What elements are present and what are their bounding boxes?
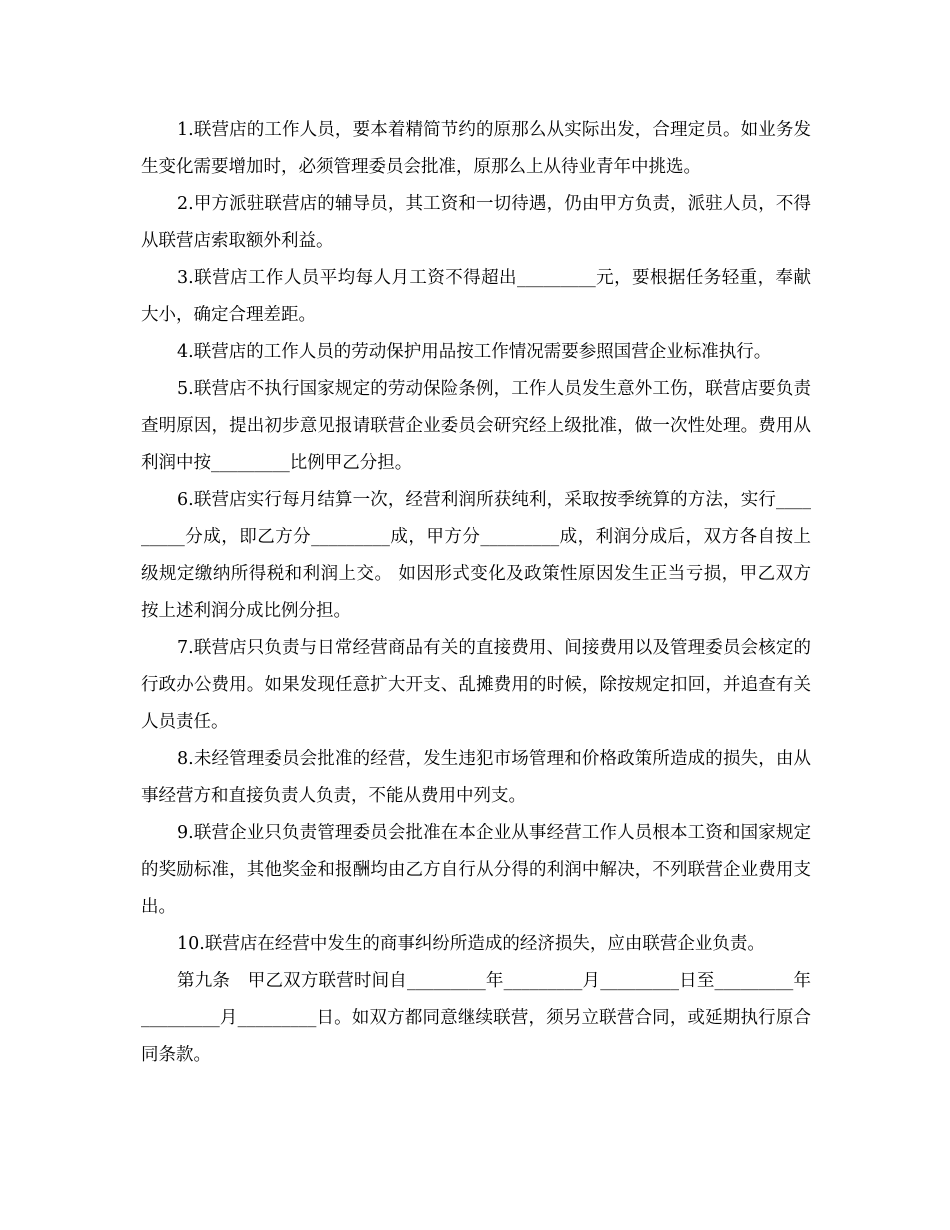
paragraph-item-2: 2.甲方派驻联营店的辅导员，其工资和一切待遇，仍由甲方负责，派驻人员，不得从联营店索取额外利益。 (141, 194, 811, 251)
paragraph-item-5: 5.联营店不执行国家规定的劳动保险条例，工作人员发生意外工伤，联营店要负责查明原因，提出初步意见报请联营企业委员会研究经上级批准，做一次性处理。费用从利润中按_________比例甲乙分担。 (141, 379, 811, 473)
paragraph-item-1: 1.联营店的工作人员，要本着精简节约的原那么从实际出发，合理定员。如业务发生变化需要增加时，必须管理委员会批准，原那么上从待业青年中挑选。 (141, 120, 811, 177)
paragraph-item-6: 6.联营店实行每月结算一次，经营利润所获纯利，采取按季统算的方法，实行_________分成，即乙方分_________成，甲方分_________成，利润分成后，双方各自按上级规定缴纳所得税和利润上交。 如因形式变化及政策性原因发生正当亏损，甲乙双方按上述利润分成比例分担。 (141, 490, 811, 621)
paragraph-item-9: 9.联营企业只负责管理委员会批准在本企业从事经营工作人员根本工资和国家规定的奖励标准，其他奖金和报酬均由乙方自行从分得的利润中解决，不列联营企业费用支出。 (141, 823, 811, 917)
document-body (141, 112, 811, 1074)
paragraph-item-8: 8.未经管理委员会批准的经营，发生违犯市场管理和价格政策所造成的损失，由从事经营方和直接负责人负责，不能从费用中列支。 (141, 749, 811, 806)
article-nine-paragraph: 第九条 甲乙双方联营时间自_________年_________月_________日至_________年_________月_________日。如双方都同意继续联营，须另立联营合同，或延期执行原合同条款。 (141, 971, 811, 1065)
paragraph-item-3: 3.联营店工作人员平均每人月工资不得超出_________元，要根据任务轻重，奉献大小，确定合理差距。 (141, 268, 811, 325)
paragraph-item-4: 4.联营店的工作人员的劳动保护用品按工作情况需要参照国营企业标准执行。 (177, 342, 772, 362)
paragraph-item-10: 10.联营店在经营中发生的商事纠纷所造成的经济损失，应由联营企业负责。 (177, 934, 765, 954)
paragraph-item-7: 7.联营店只负责与日常经营商品有关的直接费用、间接费用以及管理委员会核定的行政办公费用。如果发现任意扩大开支、乱摊费用的时候，除按规定扣回，并追查有关人员责任。 (141, 638, 811, 732)
